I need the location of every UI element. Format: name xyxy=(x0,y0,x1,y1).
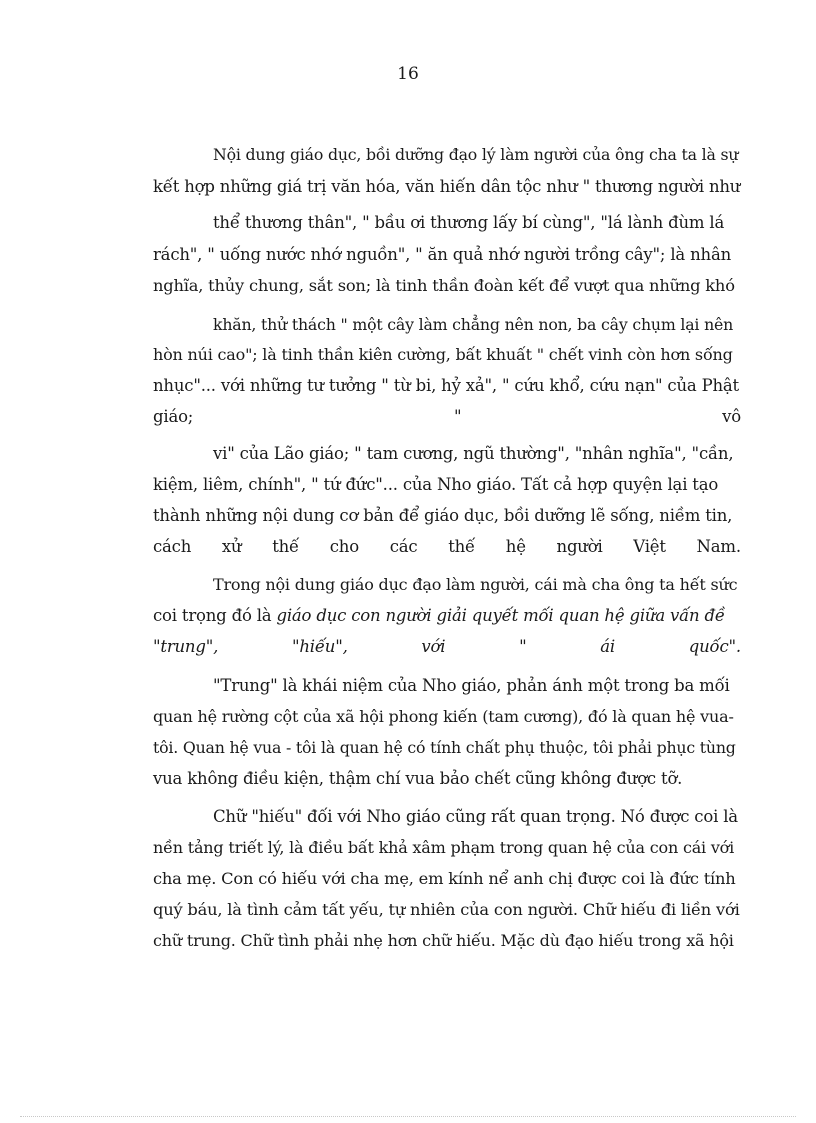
word: xử xyxy=(221,537,242,556)
text-line: vua không điều kiện, thậm chí vua bảo chết cũng không được tỡ. xyxy=(153,769,683,788)
spread-line xyxy=(153,636,741,658)
italic-text: giáo dục con người giải quyết mối quan hệ giữa vấn đề xyxy=(276,606,725,625)
word: cho xyxy=(329,537,359,556)
text-line: thể thương thân", " bầu ơi thương lấy bí cùng", "lá lành đùm lá xyxy=(213,213,725,232)
word: " xyxy=(453,407,462,426)
text-line: Trong nội dung giáo dục đạo làm người, cái mà cha ông ta hết sức xyxy=(213,575,738,594)
word: hệ xyxy=(505,537,526,556)
page-number: 16 xyxy=(397,64,419,84)
text-line: Nội dung giáo dục, bồi dưỡng đạo lý làm người của ông cha ta là sự xyxy=(213,145,739,164)
word: vô xyxy=(722,407,741,426)
text-line: quan hệ rường cột của xã hội phong kiến (tam cương), đó là quan hệ vua- xyxy=(153,707,734,726)
word: " xyxy=(519,637,527,656)
text-line: nghĩa, thủy chung, sắt son; là tinh thần đoàn kết để vượt qua những khó xyxy=(153,276,735,295)
word: "hiếu", xyxy=(291,637,348,656)
word: giáo; xyxy=(153,407,194,426)
page-bottom-rule xyxy=(20,1116,796,1117)
spread-line xyxy=(153,406,741,428)
text-line: "Trung" là khái niệm của Nho giáo, phản ánh một trong ba mối xyxy=(213,676,730,695)
text-line: khăn, thử thách " một cây làm chẳng nên non, ba cây chụm lại nên xyxy=(213,315,734,334)
word: các xyxy=(389,537,418,556)
text-line: tôi. Quan hệ vua - tôi là quan hệ có tính chất phụ thuộc, tôi phải phục tùng xyxy=(153,738,736,757)
word: cách xyxy=(153,537,192,556)
text-line: chữ trung. Chữ tình phải nhẹ hơn chữ hiếu. Mặc dù đạo hiếu trong xã hội xyxy=(153,931,734,950)
text-line: nền tảng triết lý, là điều bất khả xâm phạm trong quan hệ của con cái với xyxy=(153,838,735,857)
word: ái xyxy=(600,637,615,656)
text-line: quý báu, là tình cảm tất yếu, tự nhiên của con người. Chữ hiếu đi liền với xyxy=(153,900,740,919)
emphasis-line xyxy=(153,605,741,627)
text-line: vi" của Lão giáo; " tam cương, ngũ thường", "nhân nghĩa", "cần, xyxy=(213,444,734,463)
text-line: thành những nội dung cơ bản để giáo dục, bồi dưỡng lẽ sống, niềm tin, xyxy=(153,506,733,525)
text-line: nhục"... với những tư tưởng " từ bi, hỷ xả", " cứu khổ, cứu nạn" của Phật xyxy=(153,376,739,395)
text-line: kết hợp những giá trị văn hóa, văn hiến dân tộc như " thương người như xyxy=(153,177,741,196)
lead-text: coi trọng đó là xyxy=(153,606,277,625)
text-line: Chữ "hiếu" đối với Nho giáo cũng rất quan trọng. Nó được coi là xyxy=(213,807,738,826)
word: Nam. xyxy=(696,537,741,556)
text-line: kiệm, liêm, chính", " tứ đức"... của Nho giáo. Tất cả hợp quyện lại tạo xyxy=(153,475,719,494)
text-line: cha mẹ. Con có hiếu với cha mẹ, em kính nể anh chị được coi là đức tính xyxy=(153,869,736,888)
text-line: hòn núi cao"; là tinh thần kiên cường, bất khuất " chết vinh còn hơn sống xyxy=(153,345,733,364)
word: với xyxy=(421,637,446,656)
spread-line xyxy=(153,536,741,558)
word: thế xyxy=(448,537,476,556)
word: Việt xyxy=(633,537,666,556)
word: thế xyxy=(272,537,300,556)
word: quốc". xyxy=(688,637,741,656)
word: "trung", xyxy=(153,637,219,656)
text-line: rách", " uống nước nhớ nguồn", " ăn quả nhớ người trồng cây"; là nhân xyxy=(153,245,732,264)
word: người xyxy=(556,537,603,556)
